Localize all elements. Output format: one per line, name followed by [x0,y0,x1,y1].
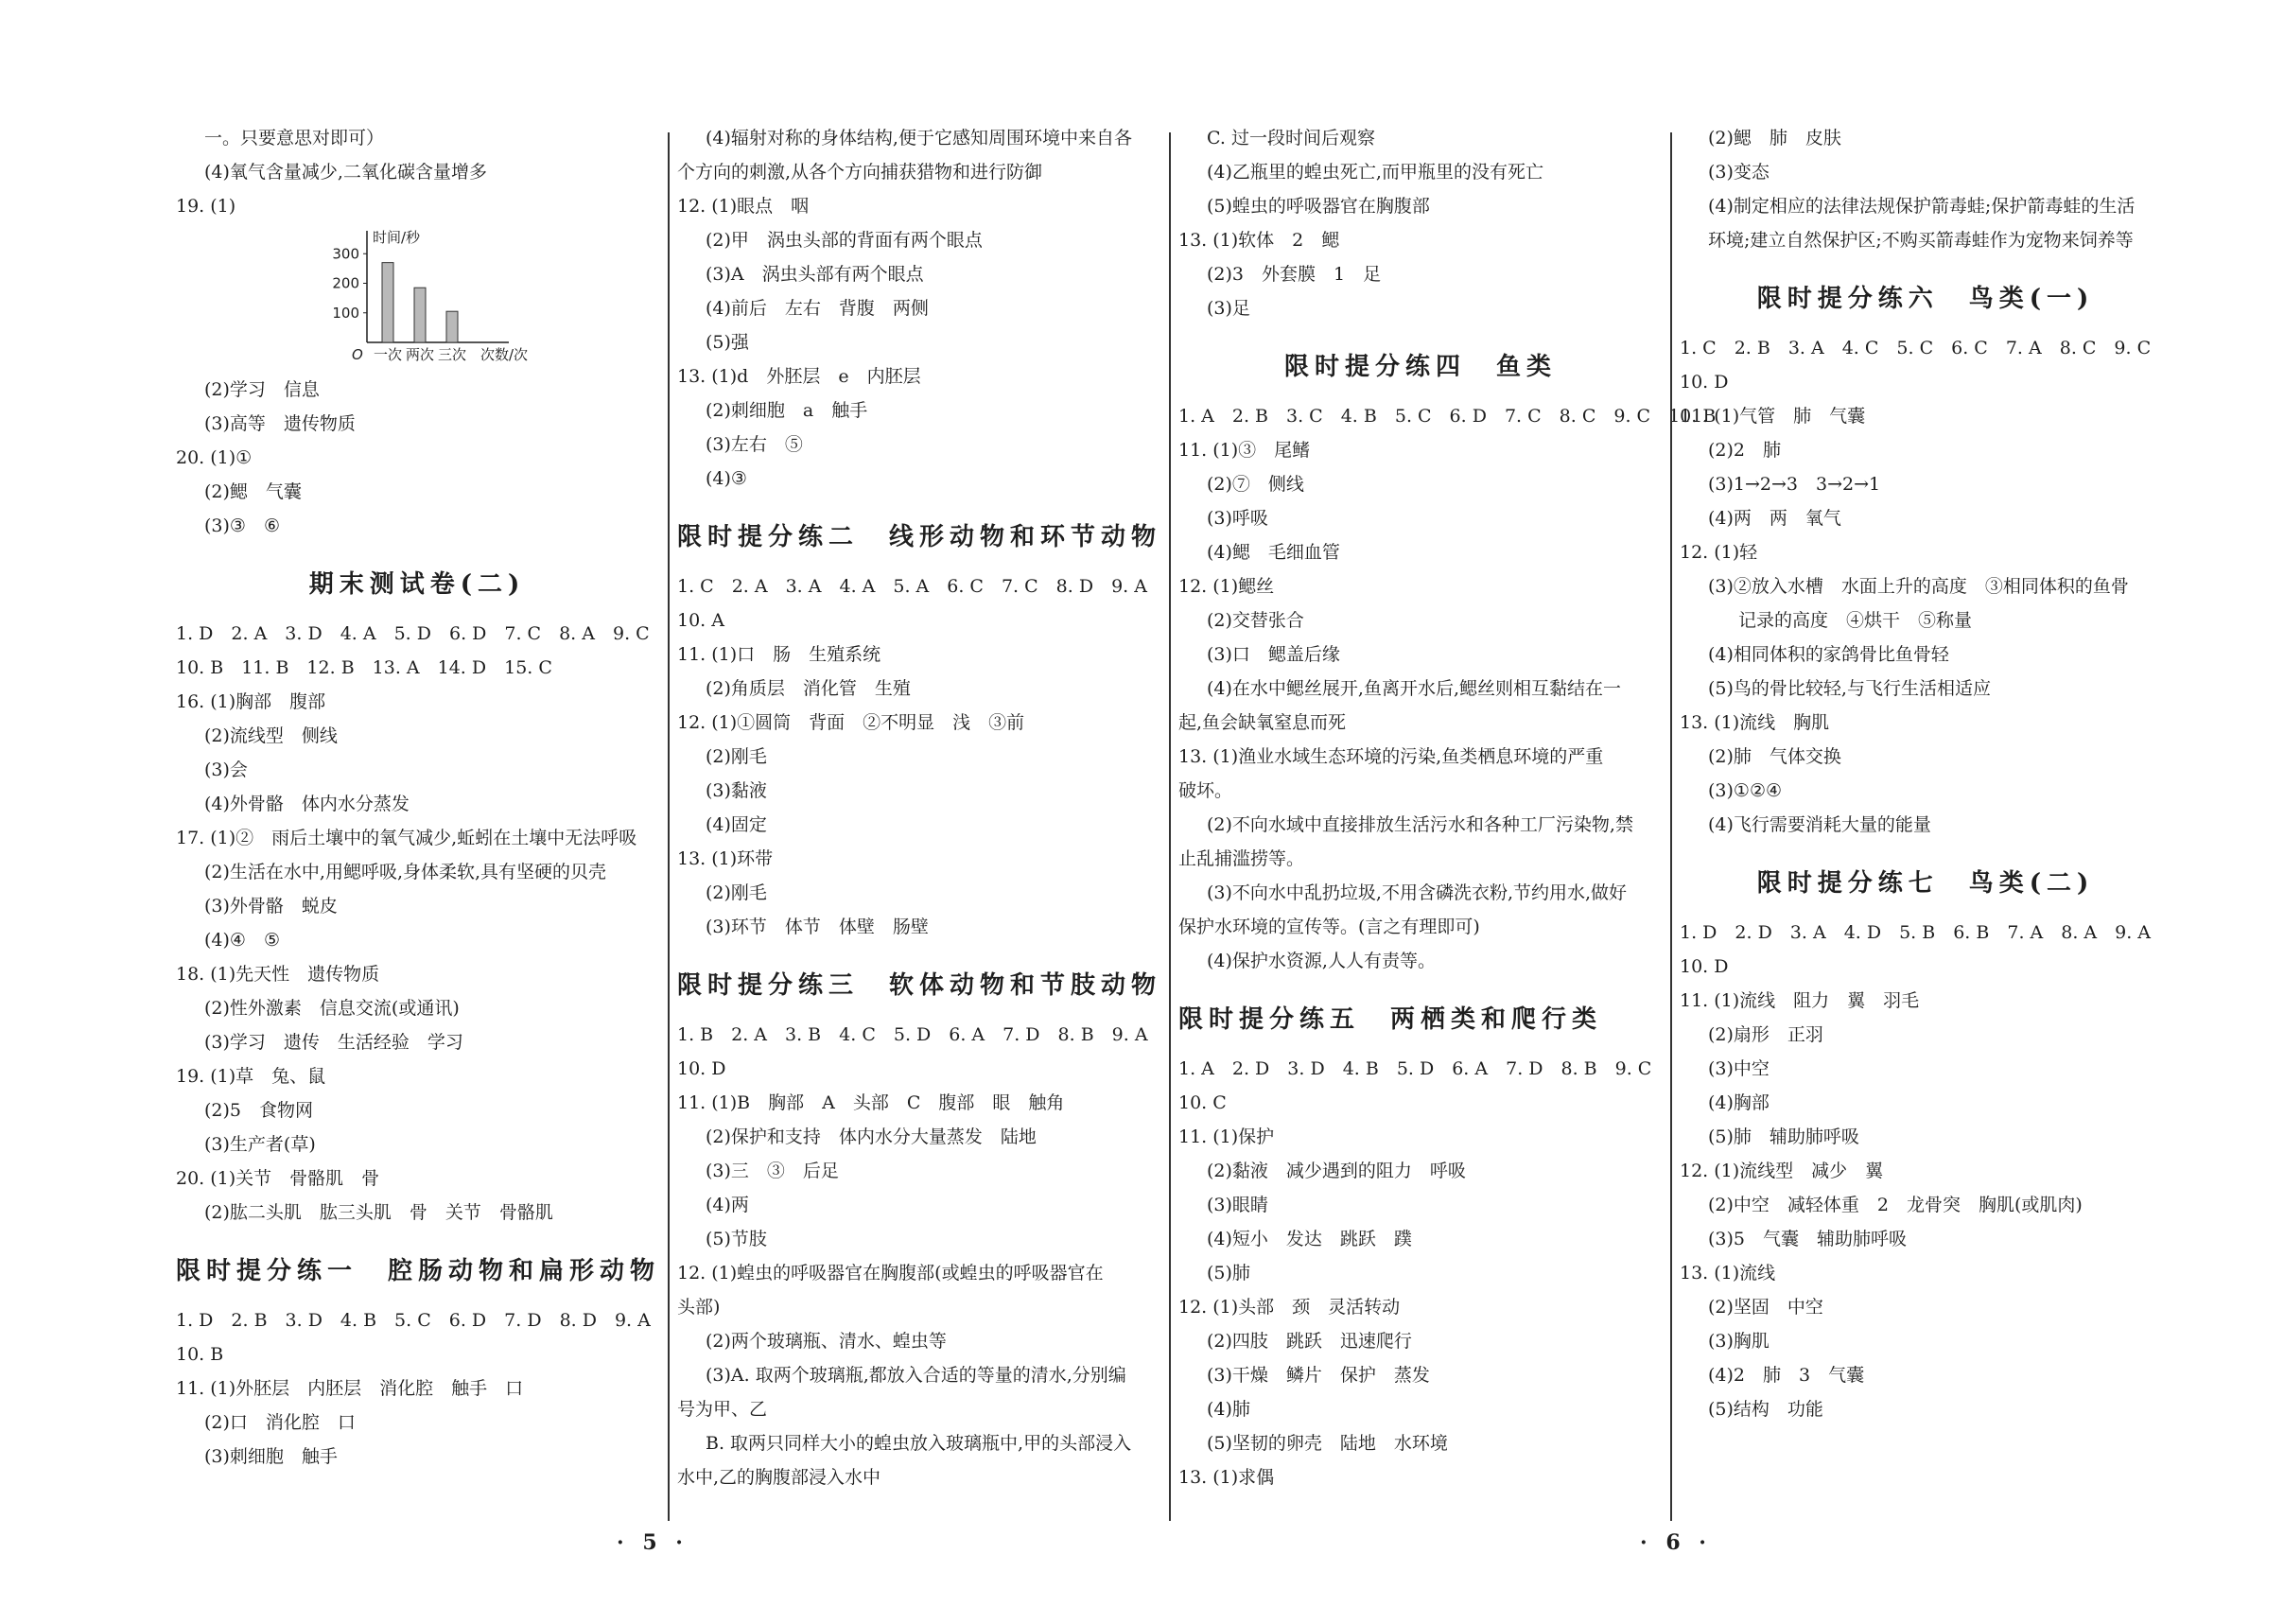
answer-line: 头部) [677,1297,721,1318]
answer-line: (3)变态 [1708,162,1770,183]
heading-practice-3: 限时提分练三 软体动物和节肢动物 [677,971,1162,1000]
answer-line: 11. (1)③ 尾鳍 [1178,440,1311,461]
answer-line: 1. D 2. B 3. D 4. B 5. C 6. D 7. D 8. D 9. A [176,1310,651,1331]
col3-lines-c [1178,1052,1663,1494]
answer-line: 10. D [1680,372,1729,393]
answer-line: 13. (1)求偶 [1178,1467,1275,1488]
answer-line: (3)呼吸 [1207,508,1268,529]
col2-lines-a [677,121,1161,496]
heading-practice-5: 限时提分练五 两栖类和爬行类 [1178,1005,1603,1034]
answer-line: (3)①②④ [1708,780,1783,801]
answer-line: 10. C [1178,1092,1227,1113]
answer-line: 12. (1)流线型 减少 翼 [1680,1161,1884,1181]
answer-line: (3)胸肌 [1708,1331,1770,1352]
answer-line: 13. (1)环带 [677,848,774,869]
answer-line: (4)保护水资源,人人有责等。 [1207,951,1436,971]
answer-line: (2)刚毛 [706,746,767,767]
answer-line: (2)刺细胞 a 触手 [706,400,868,421]
heading-final-test-2: 期末测试卷(二) [308,570,526,599]
answer-line: 19. (1) [176,196,236,217]
col1-top-lines [176,121,658,223]
answer-line: (2)保护和支持 体内水分大量蒸发 陆地 [706,1126,1037,1147]
col1-lines-c [176,1303,658,1474]
answer-line: (4)两 [706,1195,749,1215]
col2-lines-c [677,1018,1161,1494]
answer-line: 10. D [677,1058,726,1079]
answer-line: (3)足 [1207,298,1250,319]
answer-line: (4)制定相应的法律法规保护箭毒蛙;保护箭毒蛙的生活 [1708,196,2136,217]
answer-line: (4)短小 发达 跳跃 蹼 [1207,1229,1412,1249]
answer-line: (3)口 鳃盖后缘 [1207,644,1340,665]
answer-line: 10. B 11. B 12. B 13. A 14. D 15. C [176,657,552,678]
answer-line: 10. B [176,1344,224,1365]
heading-practice-2: 限时提分练二 线形动物和环节动物 [677,523,1162,551]
x-tick-label: 三次 [437,346,467,363]
bar-两次 [414,288,426,342]
answer-line: 11. (1)气管 肺 气囊 [1680,406,1866,427]
answer-line: 11. (1)流线 阻力 翼 羽毛 [1680,990,1920,1011]
answer-column-1 [176,121,661,1474]
answer-line: (3)外骨骼 蜕皮 [204,896,338,917]
answer-line: 破坏。 [1178,780,1233,801]
answer-line: 20. (1)① [176,447,253,468]
answer-line: (2)2 肺 [1708,440,1782,461]
answer-line: 12. (1)①圆筒 背面 ②不明显 浅 ③前 [677,712,1025,733]
page-number-5: · 5 · [617,1530,689,1555]
answer-line: (3)会 [204,760,248,780]
answer-line: 16. (1)胸部 腹部 [176,691,326,712]
answer-line: (2)甲 涡虫头部的背面有两个眼点 [706,230,983,251]
answer-line: (2)四肢 跳跃 迅速爬行 [1207,1331,1412,1352]
answer-line: (5)节肢 [706,1229,767,1249]
column-divider [668,132,670,1521]
answer-line: (2)学习 信息 [204,379,320,400]
answer-line: 1. C 2. A 3. A 4. A 5. A 6. C 7. C 8. D 9. A [677,576,1147,597]
answer-line: 11. (1)保护 [1178,1126,1275,1147]
answer-line: (3)不向水中乱扔垃圾,不用含磷洗衣粉,节约用水,做好 [1207,882,1628,903]
answer-line: (4)肺 [1207,1399,1250,1420]
answer-line: (3)5 气囊 辅助肺呼吸 [1708,1229,1908,1249]
answer-line: (3)学习 遗传 生活经验 学习 [204,1032,463,1053]
answer-line: 水中,乙的胸腹部浸入水中 [677,1467,881,1488]
answer-line: 个方向的刺激,从各个方向捕获猎物和进行防御 [677,162,1043,183]
answer-line: (3)环节 体节 体壁 肠壁 [706,917,929,937]
answer-line: 13. (1)流线 胸肌 [1680,712,1830,733]
answer-line: (4)外骨骼 体内水分蒸发 [204,794,410,814]
answer-line: 环境;建立自然保护区;不购买箭毒蛙作为宠物来饲养等 [1708,230,2134,251]
answer-line: (4)胸部 [1708,1092,1770,1113]
answer-line: (3)三 ③ 后足 [706,1161,839,1181]
answer-line: (5)强 [706,332,749,353]
answer-line: 保护水环境的宣传等。(言之有理即可) [1178,917,1480,937]
col4-lines-c [1680,916,2171,1426]
answer-line: (2)刚毛 [706,882,767,903]
answer-line: (5)肺 辅助肺呼吸 [1708,1126,1859,1147]
answer-line: 13. (1)流线 [1680,1263,1776,1283]
answer-line: (4)相同体积的家鸽骨比鱼骨轻 [1708,644,1949,665]
answer-line: (3)1→2→3 3→2→1 [1708,474,1881,495]
answer-line: (3)中空 [1708,1058,1770,1079]
answer-line: (3)刺细胞 触手 [204,1446,338,1467]
answer-line: (2)扇形 正羽 [1708,1024,1823,1045]
answer-line: (2)坚固 中空 [1708,1297,1823,1318]
answer-line: 1. D 2. A 3. D 4. A 5. D 6. D 7. C 8. A 9. C [176,623,650,644]
answer-line: (2)交替张合 [1207,610,1304,631]
answer-line: (2)鳃 肺 皮肤 [1708,128,1841,148]
answer-line: (2)中空 减轻体重 2 龙骨突 胸肌(或肌肉) [1708,1195,2083,1215]
col3-lines-a [1178,121,1663,325]
answer-line: (3)A. 取两个玻璃瓶,都放入合适的等量的清水,分别编 [706,1365,1126,1386]
answer-line: (4)2 肺 3 气囊 [1708,1365,1865,1386]
answer-line: (5)肺 [1207,1263,1250,1283]
answer-line: (4)两 两 氧气 [1708,508,1841,529]
answer-line: 13. (1)渔业水域生态环境的污染,鱼类栖息环境的严重 [1178,746,1604,767]
col2-lines-b [677,569,1161,944]
heading-practice-7: 限时提分练七 鸟类(二) [1756,869,2095,898]
answer-column-2 [677,121,1161,1494]
answer-line: (2)肺 气体交换 [1708,746,1841,767]
col4-lines-b [1680,331,2171,842]
answer-line: 10. A [677,610,724,631]
x-tick-label: 一次 [373,346,403,363]
heading-practice-6: 限时提分练六 鸟类(一) [1756,285,2095,313]
answer-line: (2)两个玻璃瓶、清水、蝗虫等 [706,1331,947,1352]
answer-line: (3)A 涡虫头部有两个眼点 [706,264,924,285]
answer-line: 1. A 2. D 3. D 4. B 5. D 6. A 7. D 8. B 9. C [1178,1058,1652,1079]
bar-chart-time [318,227,545,369]
answer-line: (3)左右 ⑤ [706,434,803,455]
answer-line: 号为甲、乙 [677,1399,768,1420]
answer-column-4 [1680,121,2171,1426]
answer-line: 1. B 2. A 3. B 4. C 5. D 6. A 7. D 8. B 9. A [677,1024,1148,1045]
y-tick-label: 100 [332,304,359,322]
col4-lines-a [1680,121,2171,257]
answer-line: 13. (1)d 外胚层 e 内胚层 [677,366,921,387]
heading-practice-4: 限时提分练四 鱼类 [1283,353,1557,381]
answer-line: 10. D [1680,956,1729,977]
answer-line: 19. (1)草 兔、鼠 [176,1066,326,1087]
answer-line: (5)蝗虫的呼吸器官在胸腹部 [1207,196,1430,217]
answer-line: (2)⑦ 侧线 [1207,474,1304,495]
answer-line: (2)流线型 侧线 [204,725,338,746]
answer-line: (3)生产者(草) [204,1134,316,1155]
x-axis-label: 次数/次 [480,346,529,363]
answer-line: 1. D 2. D 3. A 4. D 5. B 6. B 7. A 8. A 9. A [1680,922,2152,943]
answer-line: (2)口 消化腔 口 [204,1412,356,1433]
answer-line: 12. (1)头部 颈 灵活转动 [1178,1297,1401,1318]
y-axis-label: 时间/秒 [373,229,421,246]
answer-line: 18. (1)先天性 遗传物质 [176,964,380,985]
answer-line: (4)在水中鳃丝展开,鱼离开水后,鳃丝则相互黏结在一 [1207,678,1621,699]
answer-line: (2)生活在水中,用鳃呼吸,身体柔软,具有坚硬的贝壳 [204,862,607,882]
answer-line: 一。只要意思对即可） [204,128,385,148]
bar-一次 [382,263,393,342]
answer-line: 20. (1)关节 骨骼肌 骨 [176,1168,380,1189]
y-tick-label: 200 [332,274,359,292]
answer-line: (2)角质层 消化管 生殖 [706,678,911,699]
answer-line: 1. A 2. B 3. C 4. B 5. C 6. D 7. C 8. C 9. C 10. B [1178,406,1717,427]
answer-line: (3)眼睛 [1207,1195,1268,1215]
answer-line: 止乱捕滥捞等。 [1178,848,1305,869]
answer-line: (4)鳃 毛细血管 [1207,542,1340,563]
answer-line: (2)5 食物网 [204,1100,314,1121]
heading-practice-1: 限时提分练一 腔肠动物和扁形动物 [176,1257,661,1285]
answer-line: (4)飞行需要消耗大量的能量 [1708,814,1931,835]
answer-line: 起,鱼会缺氧窒息而死 [1178,712,1347,733]
answer-line: (4)辐射对称的身体结构,便于它感知周围环境中来自各 [706,128,1132,148]
answer-line: (3)黏液 [706,780,767,801]
answer-line: (5)鸟的骨比较轻,与飞行生活相适应 [1708,678,1991,699]
answer-line: 1. C 2. B 3. A 4. C 5. C 6. C 7. A 8. C 9. C [1680,338,2152,358]
answer-line: 13. (1)软体 2 鳃 [1178,230,1340,251]
column-divider [1670,132,1672,1521]
answer-line: (2)黏液 减少遇到的阻力 呼吸 [1207,1161,1466,1181]
answer-line: (2)3 外套膜 1 足 [1207,264,1382,285]
answer-line: (2)肱二头肌 肱三头肌 骨 关节 骨骼肌 [204,1202,553,1223]
answer-line: 11. (1)口 肠 生殖系统 [677,644,881,665]
answer-line: 11. (1)B 胸部 A 头部 C 腹部 眼 触角 [677,1092,1065,1113]
bar-三次 [446,311,458,342]
page-number-6: · 6 · [1640,1530,1712,1555]
answer-line: B. 取两只同样大小的蝗虫放入玻璃瓶中,甲的头部浸入 [706,1433,1132,1454]
answer-line: 17. (1)② 雨后土壤中的氧气减少,蚯蚓在土壤中无法呼吸 [176,828,637,848]
answer-line: 12. (1)眼点 咽 [677,196,810,217]
answer-line: C. 过一段时间后观察 [1207,128,1375,148]
answer-line: 12. (1)蝗虫的呼吸器官在胸腹部(或蝗虫的呼吸器官在 [677,1263,1104,1283]
answer-line: (5)结构 功能 [1708,1399,1823,1420]
answer-line: (2)不向水域中直接排放生活污水和各种工厂污染物,禁 [1207,814,1633,835]
answer-line: 12. (1)鳃丝 [1178,576,1275,597]
column-divider [1169,132,1171,1521]
y-tick-label: 300 [332,245,359,263]
answer-line: (3)高等 遗传物质 [204,413,356,434]
answer-line: (4)③ [706,468,747,489]
answer-line: 11. (1)外胚层 内胚层 消化腔 触手 口 [176,1378,524,1399]
answer-line: (3)干燥 鳞片 保护 蒸发 [1207,1365,1430,1386]
answer-line: 12. (1)轻 [1680,542,1758,563]
answer-line: (4)前后 左右 背腹 两侧 [706,298,929,319]
answer-line: (3)③ ⑥ [204,515,280,536]
answer-line: (2)鳃 气囊 [204,481,302,502]
col1-lines-a [176,373,658,543]
answer-line: (4)固定 [706,814,767,835]
col1-lines-b [176,617,658,1230]
answer-line: (2)性外激素 信息交流(或通讯) [204,998,460,1019]
answer-line: (4)氧气含量减少,二氧化碳含量增多 [204,162,487,183]
x-tick-label: 两次 [405,346,435,363]
answer-line: (3)②放入水槽 水面上升的高度 ③相同体积的鱼骨 [1708,576,2129,597]
answer-line: (4)④ ⑤ [204,930,280,951]
answer-line: (5)坚韧的卵壳 陆地 水环境 [1207,1433,1448,1454]
origin-label: O [352,346,363,363]
answer-line: (4)乙瓶里的蝗虫死亡,而甲瓶里的没有死亡 [1207,162,1543,183]
answer-line: 记录的高度 ④烘干 ⑤称量 [1738,610,1973,631]
